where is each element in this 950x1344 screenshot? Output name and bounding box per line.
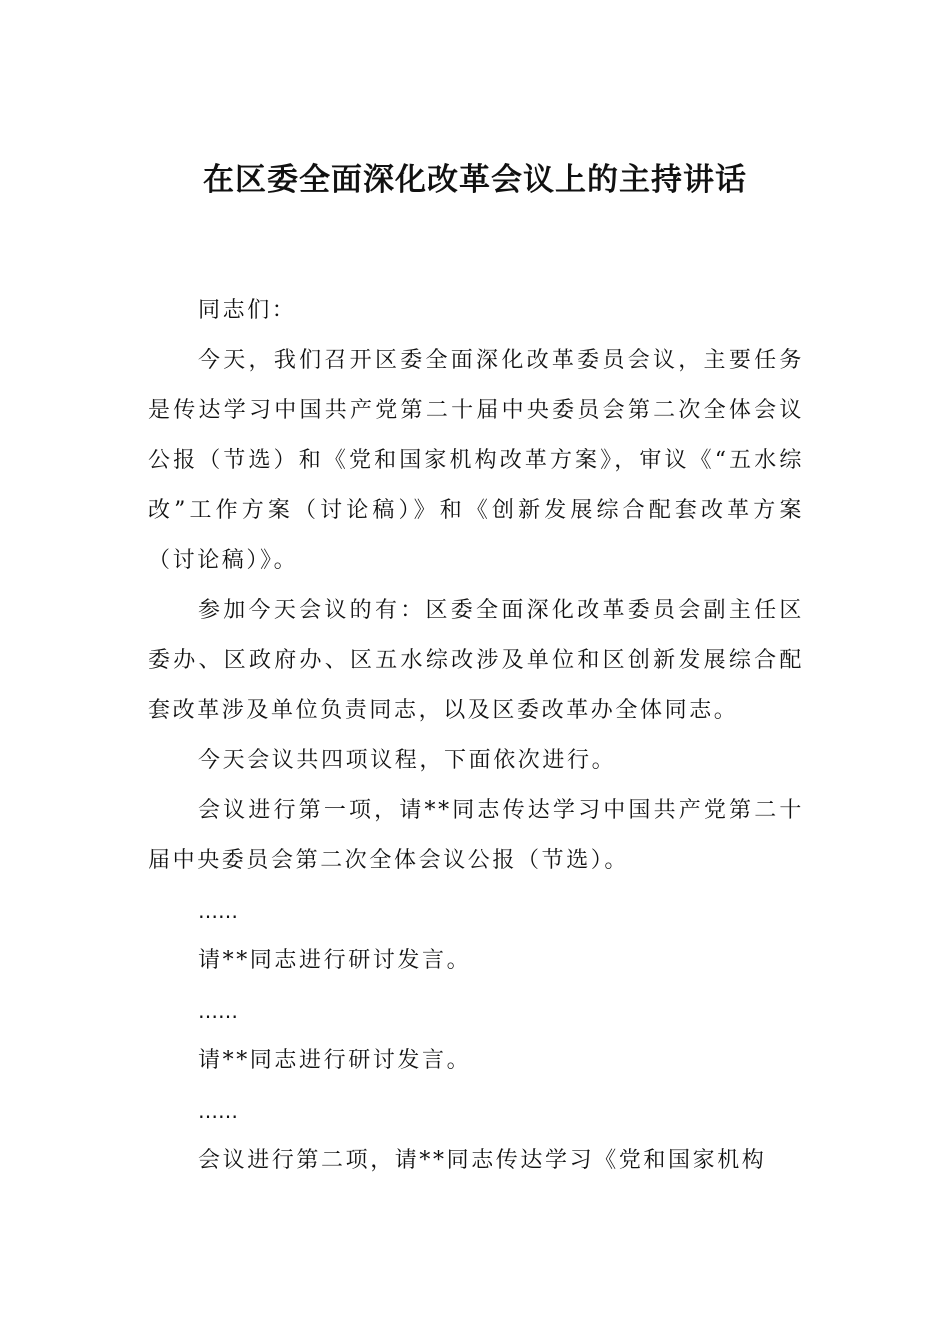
paragraph-meeting-purpose: 今天，我们召开区委全面深化改革委员会议，主要任务是传达学习中国共产党第二十届中央委员会第二次全体会议公报（节选）和《党和国家机构改革方案》，审议《“五水综改”工作方案（讨论稿）》和《创新发展综合配套改革方案（讨论稿）》。 (148, 348, 804, 573)
paragraph-agenda-overview: 今天会议共四项议程，下面依次进行。 (198, 748, 617, 773)
ellipsis-2: …… (198, 999, 238, 1023)
salutation: 同志们： (198, 298, 297, 323)
paragraph-speech-request-2: 请**同志进行研讨发言。 (198, 1048, 472, 1073)
paragraph-attendees: 参加今天会议的有：区委全面深化改革委员会副主任区委办、区政府办、区五水综改涉及单位和区创新发展综合配套改革涉及单位负责同志，以及区委改革办全体同志。 (148, 598, 804, 723)
paragraph-speech-request-1: 请**同志进行研讨发言。 (198, 948, 472, 973)
paragraph-agenda-item-1: 会议进行第一项，请**同志传达学习中国共产党第二十届中央委员会第二次全体会议公报（节选）。 (148, 798, 804, 873)
paragraph-agenda-item-2: 会议进行第二项，请**同志传达学习《党和国家机构 (198, 1148, 767, 1173)
document-title: 在区委全面深化改革会议上的主持讲话 (203, 162, 747, 198)
ellipsis-1: …… (198, 899, 238, 923)
ellipsis-3: …… (198, 1099, 238, 1123)
document-body (148, 286, 804, 1186)
